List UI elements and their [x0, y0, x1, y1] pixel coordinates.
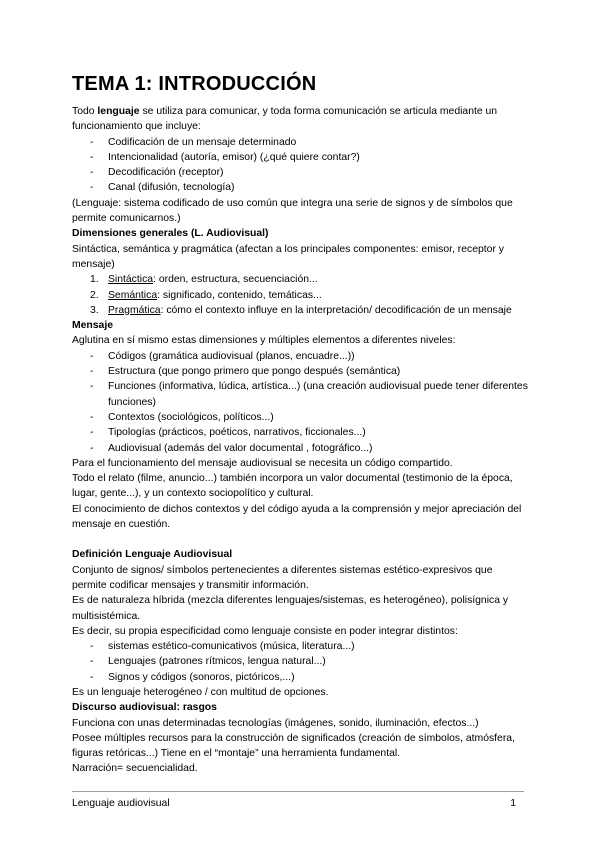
list-item: - Funciones (informativa, lúdica, artística...) (una creación audiovisual puede tener diferentes funciones)	[72, 379, 528, 410]
discurso-heading: Discurso audiovisual: rasgos	[72, 702, 217, 714]
page-number: 1	[510, 798, 516, 809]
definicion-paragraph: Es decir, su propia especificidad como lenguaje consiste en poder integrar distintos:	[72, 625, 458, 637]
definicion-paragraph: Es de naturaleza híbrida (mezcla diferentes lenguajes/sistemas, es heterogéneo), polisígnica y multisistémica.	[72, 595, 509, 622]
page-title: TEMA 1: INTRODUCCIÓN	[72, 73, 317, 95]
list-item: - Audiovisual (además del valor documental , fotográfico...)	[72, 441, 528, 456]
discurso-paragraph: Posee múltiples recursos para la construcción de significados (creación de símbolos, atmósfera, figuras retóricas...) Tiene en el “montaje” una herramienta fundamental.	[72, 732, 515, 760]
footer-divider	[72, 791, 524, 792]
definicion-paragraph: Conjunto de signos/ símbolos pertenecientes a diferentes sistemas estético-expresivos que permite codificar mensajes y transmitir información.	[72, 564, 493, 591]
list-item: - Codificación de un mensaje determinado	[72, 135, 528, 150]
list-item: - Estructura (que pongo primero que pongo después (semántica)	[72, 364, 528, 379]
list-item: - Canal (difusión, tecnología)	[72, 180, 528, 195]
page-footer	[72, 797, 524, 811]
definicion-paragraph: Es un lenguaje heterogéneo / con multitud de opciones.	[72, 686, 329, 698]
list-item: - Tipologías (prácticos, poéticos, narrativos, ficcionales...)	[72, 425, 528, 440]
list-item: - Lenguajes (patrones rítmicos, lengua natural...)	[72, 654, 528, 669]
mensaje-text: Aglutina en sí mismo estas dimensiones y múltiples elementos a diferentes niveles:	[72, 335, 456, 347]
discurso-paragraph: Funciona con unas determinadas tecnologías (imágenes, sonido, iluminación, efectos...)	[72, 717, 479, 729]
intro-list	[72, 135, 528, 196]
document-page	[72, 72, 528, 777]
list-item: - Intencionalidad (autoría, emisor) (¿qué quiere contar?)	[72, 150, 528, 165]
definicion-list	[72, 639, 528, 685]
spacer	[72, 532, 528, 547]
intro-paragraph: Todo lenguaje se utiliza para comunicar, y toda forma comunicación se articula mediante un funcionamiento que incluye:	[72, 106, 498, 133]
list-item: 1. Sintáctica: orden, estructura, secuenciación...	[90, 274, 318, 286]
intro-keyword: lenguaje	[97, 106, 140, 117]
footer-label: Lenguaje audiovisual	[72, 798, 170, 809]
mensaje-list	[72, 349, 528, 456]
list-item: 2. Semántica: significado, contenido, temáticas...	[90, 289, 322, 301]
list-item: - Códigos (gramática audiovisual (planos, encuadre...))	[72, 349, 528, 364]
mensaje-paragraph: Todo el relato (filme, anuncio...) también incorpora un valor documental (testimonio de la época, lugar, gente...), y un contexto sociopolítico y cultural.	[72, 473, 513, 500]
definicion-heading: Definición Lenguaje Audiovisual	[72, 549, 233, 561]
list-item: - sistemas estético-comunicativos (música, literatura...)	[72, 639, 528, 654]
lenguaje-definition: (Lenguaje: sistema codificado de uso común que integra una serie de signos y de símbolos que permite comunicarnos.)	[72, 197, 513, 225]
list-item: - Signos y códigos (sonoros, pictóricos,...)	[72, 670, 528, 685]
mensaje-heading: Mensaje	[72, 320, 114, 332]
list-item: - Decodificación (receptor)	[72, 165, 528, 180]
mensaje-paragraph: Para el funcionamiento del mensaje audiovisual se necesita un código compartido.	[72, 457, 453, 469]
dimensiones-list	[72, 272, 528, 318]
list-item: 3. Pragmática: cómo el contexto influye en la interpretación/ decodificación de un mensaje	[90, 304, 512, 316]
list-item: - Contextos (sociológicos, políticos...)	[72, 410, 528, 425]
dimensiones-heading: Dimensiones generales (L. Audiovisual)	[72, 228, 269, 240]
mensaje-paragraph: El conocimiento de dichos contextos y del código ayuda a la comprensión y mejor apreciación del mensaje en cuestión.	[72, 503, 522, 531]
dimensiones-text: Sintáctica, semántica y pragmática (afectan a los principales componentes: emisor, receptor y mensaje)	[72, 243, 504, 270]
discurso-paragraph: Narración= secuencialidad.	[72, 763, 198, 775]
